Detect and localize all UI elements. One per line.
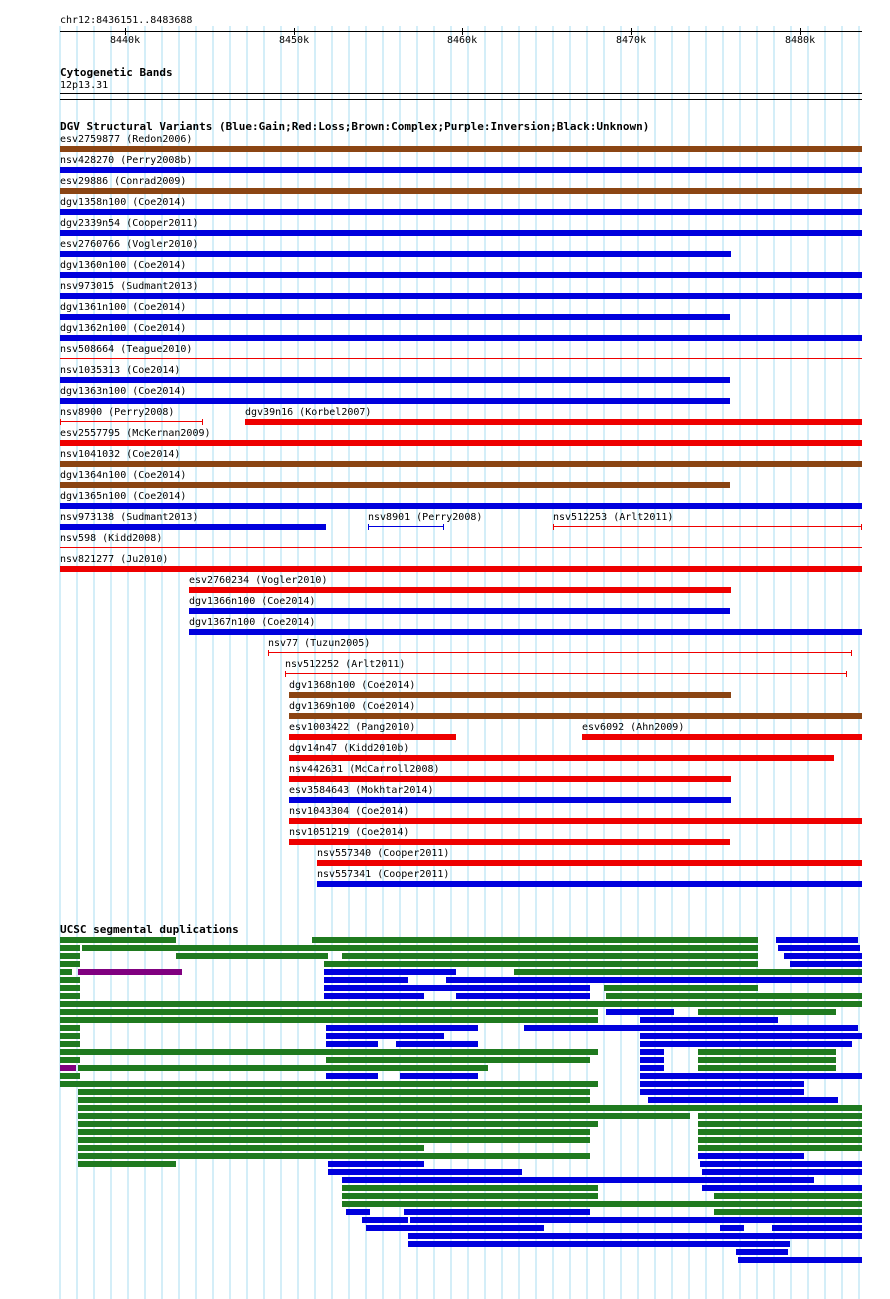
segdup-block[interactable] <box>698 1057 836 1063</box>
segdup-block[interactable] <box>698 1129 862 1135</box>
segdup-block[interactable] <box>78 1121 598 1127</box>
segdup-block[interactable] <box>60 1017 598 1023</box>
cytoband-track-title[interactable]: Cytogenetic Bands <box>60 66 173 79</box>
segdup-block[interactable] <box>60 977 80 983</box>
segdup-block[interactable] <box>342 1193 598 1199</box>
segdup-block[interactable] <box>698 1113 862 1119</box>
segdup-block[interactable] <box>326 1073 378 1079</box>
segdup-block[interactable] <box>640 1049 664 1055</box>
segdup-block[interactable] <box>714 1201 862 1207</box>
segdup-block[interactable] <box>78 1113 690 1119</box>
segdup-block[interactable] <box>604 985 758 991</box>
segdup-block[interactable] <box>698 1145 862 1151</box>
segdup-block[interactable] <box>720 1225 744 1231</box>
segdup-block[interactable] <box>698 1121 862 1127</box>
sv-feature-label[interactable]: dgv1368n100 (Coe2014) <box>289 680 416 691</box>
segdup-block[interactable] <box>606 1009 674 1015</box>
segdup-block[interactable] <box>640 1065 664 1071</box>
sv-feature-label[interactable]: nsv598 (Kidd2008) <box>60 533 163 544</box>
segdup-block[interactable] <box>78 1097 590 1103</box>
segdup-block[interactable] <box>714 1209 862 1215</box>
dgv-track-title[interactable]: DGV Structural Variants (Blue:Gain;Red:Loss;Brown:Complex;Purple:Inversion;Black:Unknown) <box>60 120 650 133</box>
sv-feature-label[interactable]: esv2760766 (Vogler2010) <box>60 239 199 250</box>
segdup-block[interactable] <box>324 993 424 999</box>
sv-feature-label[interactable]: nsv512253 (Arlt2011) <box>553 512 674 523</box>
segdup-block[interactable] <box>78 1129 590 1135</box>
segdup-block[interactable] <box>698 1137 862 1143</box>
segdup-block[interactable] <box>60 1057 80 1063</box>
sv-feature-label[interactable]: dgv1364n100 (Coe2014) <box>60 470 187 481</box>
segdup-block[interactable] <box>328 1161 424 1167</box>
segdup-block[interactable] <box>60 993 80 999</box>
segdup-block[interactable] <box>60 1081 598 1087</box>
sv-feature-label[interactable]: esv6092 (Ahn2009) <box>582 722 685 733</box>
sv-feature-label[interactable]: dgv1369n100 (Coe2014) <box>289 701 416 712</box>
sv-feature-label[interactable]: nsv442631 (McCarroll2008) <box>289 764 440 775</box>
segdup-block[interactable] <box>400 1073 478 1079</box>
segdup-block[interactable] <box>790 961 862 967</box>
segdup-block[interactable] <box>714 1193 862 1199</box>
segdup-block[interactable] <box>326 1057 590 1063</box>
sv-feature-label[interactable]: nsv557340 (Cooper2011) <box>317 848 450 859</box>
sv-feature-label[interactable]: dgv1361n100 (Coe2014) <box>60 302 187 313</box>
segdup-track-title[interactable]: UCSC segmental duplications <box>60 923 239 936</box>
sv-feature-label[interactable]: dgv1358n100 (Coe2014) <box>60 197 187 208</box>
segdup-block[interactable] <box>778 945 860 951</box>
segdup-block[interactable] <box>776 937 858 943</box>
segdup-block[interactable] <box>60 1049 598 1055</box>
segdup-block[interactable] <box>362 1217 408 1223</box>
ruler-tick-label: 8440k <box>110 35 141 46</box>
segdup-block[interactable] <box>606 993 862 999</box>
segdup-block[interactable] <box>648 1097 838 1103</box>
segdup-block[interactable] <box>640 1089 804 1095</box>
sv-feature-label[interactable]: esv1003422 (Pang2010) <box>289 722 416 733</box>
segdup-block[interactable] <box>60 945 80 951</box>
segdup-block[interactable] <box>326 1025 478 1031</box>
segdup-block[interactable] <box>60 1025 80 1031</box>
segdup-block[interactable] <box>640 1073 862 1079</box>
segdup-block[interactable] <box>60 1073 80 1079</box>
segdup-block[interactable] <box>772 1225 862 1231</box>
segdup-block[interactable] <box>326 1033 444 1039</box>
segdup-block[interactable] <box>702 1169 862 1175</box>
segdup-block[interactable] <box>446 977 862 983</box>
segdup-block[interactable] <box>60 1065 76 1071</box>
sv-feature-label[interactable]: esv29886 (Conrad2009) <box>60 176 187 187</box>
segdup-block[interactable] <box>60 1001 862 1007</box>
segdup-block[interactable] <box>78 969 182 975</box>
segdup-block[interactable] <box>640 1017 778 1023</box>
segdup-block[interactable] <box>396 1041 478 1047</box>
segdup-block[interactable] <box>82 945 758 951</box>
segdup-block[interactable] <box>60 961 80 967</box>
segdup-block[interactable] <box>60 1033 80 1039</box>
sv-feature-label[interactable]: nsv1035313 (Coe2014) <box>60 365 181 376</box>
sv-feature-label[interactable]: dgv2339n54 (Cooper2011) <box>60 218 199 229</box>
segdup-block[interactable] <box>78 1137 590 1143</box>
segdup-block[interactable] <box>698 1049 836 1055</box>
segdup-block[interactable] <box>698 1153 804 1159</box>
segdup-block[interactable] <box>60 1041 80 1047</box>
sv-feature-label[interactable]: esv2759877 (Redon2006) <box>60 134 193 145</box>
segdup-block[interactable] <box>324 969 456 975</box>
sv-feature-label[interactable]: dgv1362n100 (Coe2014) <box>60 323 187 334</box>
sv-feature-label[interactable]: nsv973015 (Sudmant2013) <box>60 281 199 292</box>
segdup-block[interactable] <box>456 993 590 999</box>
segdup-block[interactable] <box>640 1057 664 1063</box>
segdup-block[interactable] <box>366 1225 544 1231</box>
segdup-block[interactable] <box>524 1025 858 1031</box>
segdup-block[interactable] <box>324 985 590 991</box>
segdup-block[interactable] <box>60 953 80 959</box>
segdup-block[interactable] <box>640 1041 852 1047</box>
segdup-block[interactable] <box>736 1249 788 1255</box>
sv-feature-label[interactable]: nsv8900 (Perry2008) <box>60 407 175 418</box>
segdup-block[interactable] <box>60 937 176 943</box>
segdup-block[interactable] <box>60 1009 598 1015</box>
sv-feature-label[interactable]: dgv1367n100 (Coe2014) <box>189 617 316 628</box>
segdup-block[interactable] <box>404 1209 590 1215</box>
segdup-block[interactable] <box>702 1185 862 1191</box>
segdup-block[interactable] <box>60 985 80 991</box>
ruler-tick-label: 8450k <box>279 35 310 46</box>
segdup-block[interactable] <box>346 1209 370 1215</box>
ruler-tick-label: 8460k <box>447 35 478 46</box>
sv-feature-label[interactable]: nsv821277 (Ju2010) <box>60 554 169 565</box>
segdup-block[interactable] <box>328 1169 522 1175</box>
segdup-block[interactable] <box>738 1257 862 1263</box>
segdup-block[interactable] <box>514 969 862 975</box>
segdup-block[interactable] <box>410 1217 862 1223</box>
sv-feature-label[interactable]: nsv557341 (Cooper2011) <box>317 869 450 880</box>
sv-feature-label[interactable]: nsv1043304 (Coe2014) <box>289 806 410 817</box>
sv-feature-label[interactable]: dgv1360n100 (Coe2014) <box>60 260 187 271</box>
segdup-block[interactable] <box>342 1185 598 1191</box>
sv-feature-label[interactable]: dgv1365n100 (Coe2014) <box>60 491 187 502</box>
segdup-block[interactable] <box>78 1145 424 1151</box>
segdup-block[interactable] <box>78 1065 488 1071</box>
ruler-tick-label: 8470k <box>616 35 647 46</box>
segdup-block[interactable] <box>408 1233 862 1239</box>
sv-feature-label[interactable]: nsv8901 (Perry2008) <box>368 512 483 523</box>
segdup-block[interactable] <box>408 1241 790 1247</box>
sv-feature-label[interactable]: dgv14n47 (Kidd2010b) <box>289 743 410 754</box>
sv-feature-label[interactable]: nsv508664 (Teague2010) <box>60 344 193 355</box>
segdup-block[interactable] <box>326 1041 378 1047</box>
segdup-block[interactable] <box>342 1177 814 1183</box>
sv-feature-label[interactable]: nsv973138 (Sudmant2013) <box>60 512 199 523</box>
segdup-block[interactable] <box>78 1161 176 1167</box>
sv-feature-label[interactable]: esv2760234 (Vogler2010) <box>189 575 328 586</box>
segdup-block[interactable] <box>60 969 72 975</box>
sv-feature-label[interactable]: nsv512252 (Arlt2011) <box>285 659 406 670</box>
segdup-block[interactable] <box>698 1065 836 1071</box>
cytoband-label[interactable]: 12p13.31 <box>60 80 109 91</box>
segdup-block[interactable] <box>698 1009 836 1015</box>
segdup-block[interactable] <box>342 1201 758 1207</box>
segdup-block[interactable] <box>78 1105 862 1111</box>
segdup-block[interactable] <box>312 937 758 943</box>
sv-feature-label[interactable]: dgv1363n100 (Coe2014) <box>60 386 187 397</box>
segdup-block[interactable] <box>78 1153 590 1159</box>
segdup-block[interactable] <box>176 953 328 959</box>
segdup-block[interactable] <box>784 953 862 959</box>
segdup-block[interactable] <box>640 1081 804 1087</box>
sv-feature-label[interactable]: esv3584643 (Mokhtar2014) <box>289 785 434 796</box>
sv-feature-label[interactable]: nsv428270 (Perry2008b) <box>60 155 193 166</box>
sv-feature-label[interactable]: esv2557795 (McKernan2009) <box>60 428 211 439</box>
sv-feature-label[interactable]: dgv1366n100 (Coe2014) <box>189 596 316 607</box>
segdup-block[interactable] <box>640 1033 862 1039</box>
sv-feature-label[interactable]: nsv1041032 (Coe2014) <box>60 449 181 460</box>
ruler-tick-label: 8480k <box>785 35 816 46</box>
sv-feature-label[interactable]: nsv1051219 (Coe2014) <box>289 827 410 838</box>
segdup-block[interactable] <box>700 1161 862 1167</box>
segdup-block[interactable] <box>324 961 758 967</box>
segdup-block[interactable] <box>342 953 758 959</box>
position-readout: chr12:8436151..8483688 <box>60 15 193 26</box>
sv-feature-label[interactable]: nsv77 (Tuzun2005) <box>268 638 371 649</box>
segdup-block[interactable] <box>78 1089 590 1095</box>
sv-feature-label[interactable]: dgv39n16 (Korbel2007) <box>245 407 372 418</box>
segdup-block[interactable] <box>324 977 408 983</box>
